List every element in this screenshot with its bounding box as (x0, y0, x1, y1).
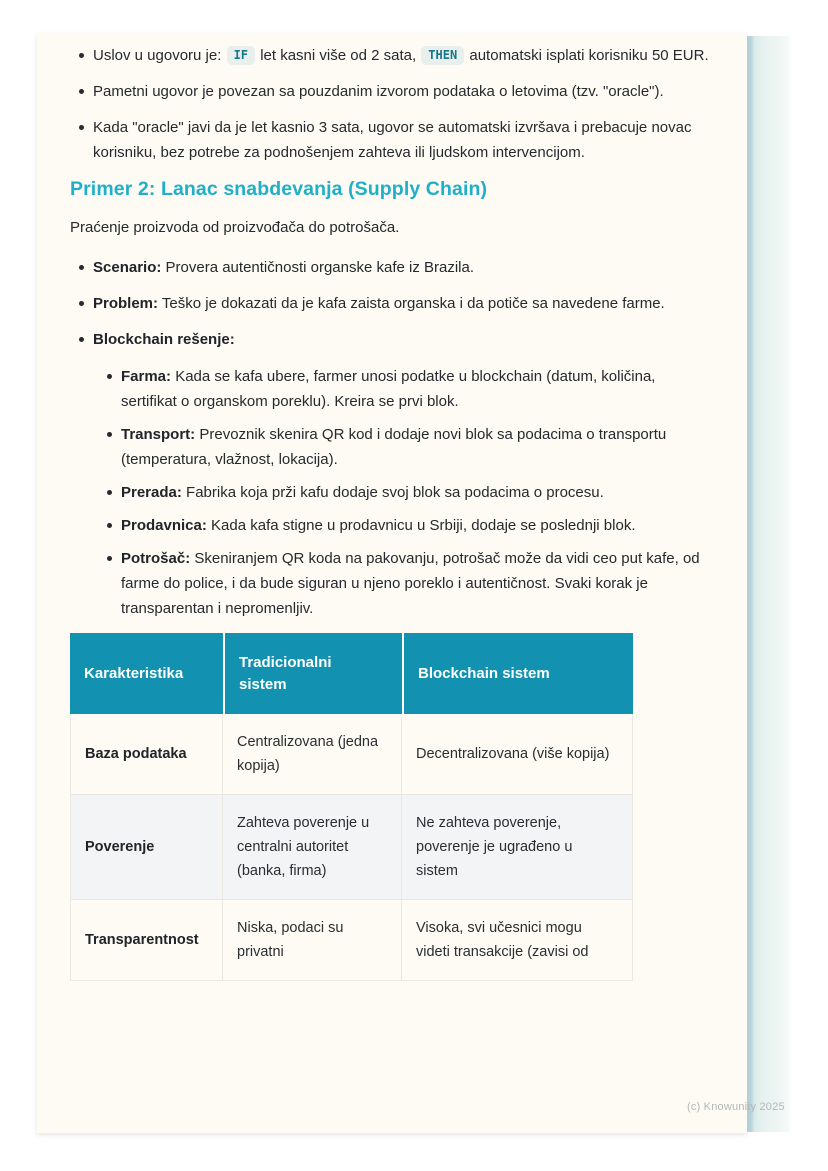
bullet-text: Prevoznik skenira QR kod i dodaje novi blok sa podacima o transportu (temperatura, vlažnost, lokacija). (121, 426, 667, 468)
intro-paragraph: Praćenje proizvoda od proizvođača do potrošača. (70, 219, 400, 236)
copyright-watermark: (c) Knowunity 2025 (687, 1101, 785, 1113)
document-content (37, 33, 747, 981)
table-cell-feature: Poverenje (70, 795, 223, 900)
blockchain-solution-sublist (93, 364, 713, 621)
table-header-blockchain-sistem: Blockchain sistem (402, 633, 633, 714)
bullet-text: let kasni više od 2 sata, (256, 47, 421, 64)
table-cell-feature: Baza podataka (70, 714, 223, 795)
table-cell-blockchain: Ne zahteva poverenje, poverenje je ugrađeno u sistem (402, 795, 633, 900)
list-item-blockchain-solution (78, 327, 713, 621)
list-item-potrosac (106, 546, 711, 621)
bullet-label: Potrošač: (121, 550, 191, 567)
table-header-tradicionalni-sistem: Tradicionalni sistem (223, 633, 402, 714)
section-heading-primer-2: Primer 2: Lanac snabdevanja (Supply Chain) (70, 178, 488, 200)
supply-chain-list (78, 255, 747, 621)
if-code-badge: IF (227, 46, 255, 65)
smart-contract-list (78, 43, 747, 165)
bullet-text: Provera autentičnosti organske kafe iz Brazila. (161, 259, 475, 276)
list-item-problem (78, 291, 713, 316)
bullet-text: Skeniranjem QR koda na pakovanju, potrošač može da vidi ceo put kafe, od farme do police, i da bude siguran u njeno poreklo i autentičnost. Svaki korak je transparentan i nepromenljiv. (121, 550, 700, 617)
bullet-text: Teško je dokazati da je kafa zaista organska i da potiče sa navedene farme. (158, 295, 665, 312)
list-item-farma (106, 364, 711, 414)
bullet-label: Farma: (121, 368, 172, 385)
list-item-transport (106, 422, 711, 472)
bullet-text: Kada kafa stigne u prodavnicu u Srbiji, dodaje se poslednji blok. (206, 517, 636, 534)
bullet-text: Pametni ugovor je povezan sa pouzdanim izvorom podataka o letovima (tzv. "oracle"). (93, 83, 664, 100)
bullet-label: Transport: (121, 426, 196, 443)
list-item-contract-condition (78, 43, 713, 68)
table-row-transparentnost (70, 900, 633, 981)
table-cell-blockchain: Decentralizovana (više kopija) (402, 714, 633, 795)
table-cell-traditional: Zahteva poverenje u centralni autoritet (banka, firma) (223, 795, 402, 900)
bullet-text: Kada se kafa ubere, farmer unosi podatke u blockchain (datum, količina, sertifikat o organskom poreklu). Kreira se prvi blok. (121, 368, 656, 410)
bullet-label: Problem: (93, 295, 159, 312)
list-item-scenario (78, 255, 713, 280)
bullet-label: Prerada: (121, 484, 182, 501)
list-item-oracle-source (78, 79, 713, 104)
list-item-prerada (106, 480, 711, 505)
comparison-table (70, 633, 633, 981)
table-cell-blockchain: Visoka, svi učesnici mogu videti transakcije (zavisi od (402, 900, 633, 981)
page-edge-decoration (747, 36, 790, 1132)
table-row-poverenje (70, 795, 633, 900)
bullet-label: Prodavnica: (121, 517, 207, 534)
bullet-text: Kada "oracle" javi da je let kasnio 3 sata, ugovor se automatski izvršava i prebacuje novac korisniku, bez potrebe za podnošenjem zahteva ili ljudskom intervencijom. (93, 119, 692, 161)
list-item-auto-execution (78, 115, 713, 165)
table-header-row (70, 633, 633, 714)
table-cell-feature: Transparentnost (70, 900, 223, 981)
table-cell-traditional: Centralizovana (jedna kopija) (223, 714, 402, 795)
bullet-text: automatski isplati korisniku 50 EUR. (465, 47, 709, 64)
then-code-badge: THEN (421, 46, 464, 65)
bullet-label: Scenario: (93, 259, 162, 276)
table-cell-traditional: Niska, podaci su privatni (223, 900, 402, 981)
bullet-text: Uslov u ugovoru je: (93, 47, 226, 64)
document-page (37, 33, 747, 1133)
bullet-text: Fabrika koja prži kafu dodaje svoj blok sa podacima o procesu. (181, 484, 604, 501)
list-item-prodavnica (106, 513, 711, 538)
bullet-label: Blockchain rešenje: (93, 331, 235, 348)
table-header-karakteristika: Karakteristika (70, 633, 223, 714)
table-row-baza-podataka (70, 714, 633, 795)
